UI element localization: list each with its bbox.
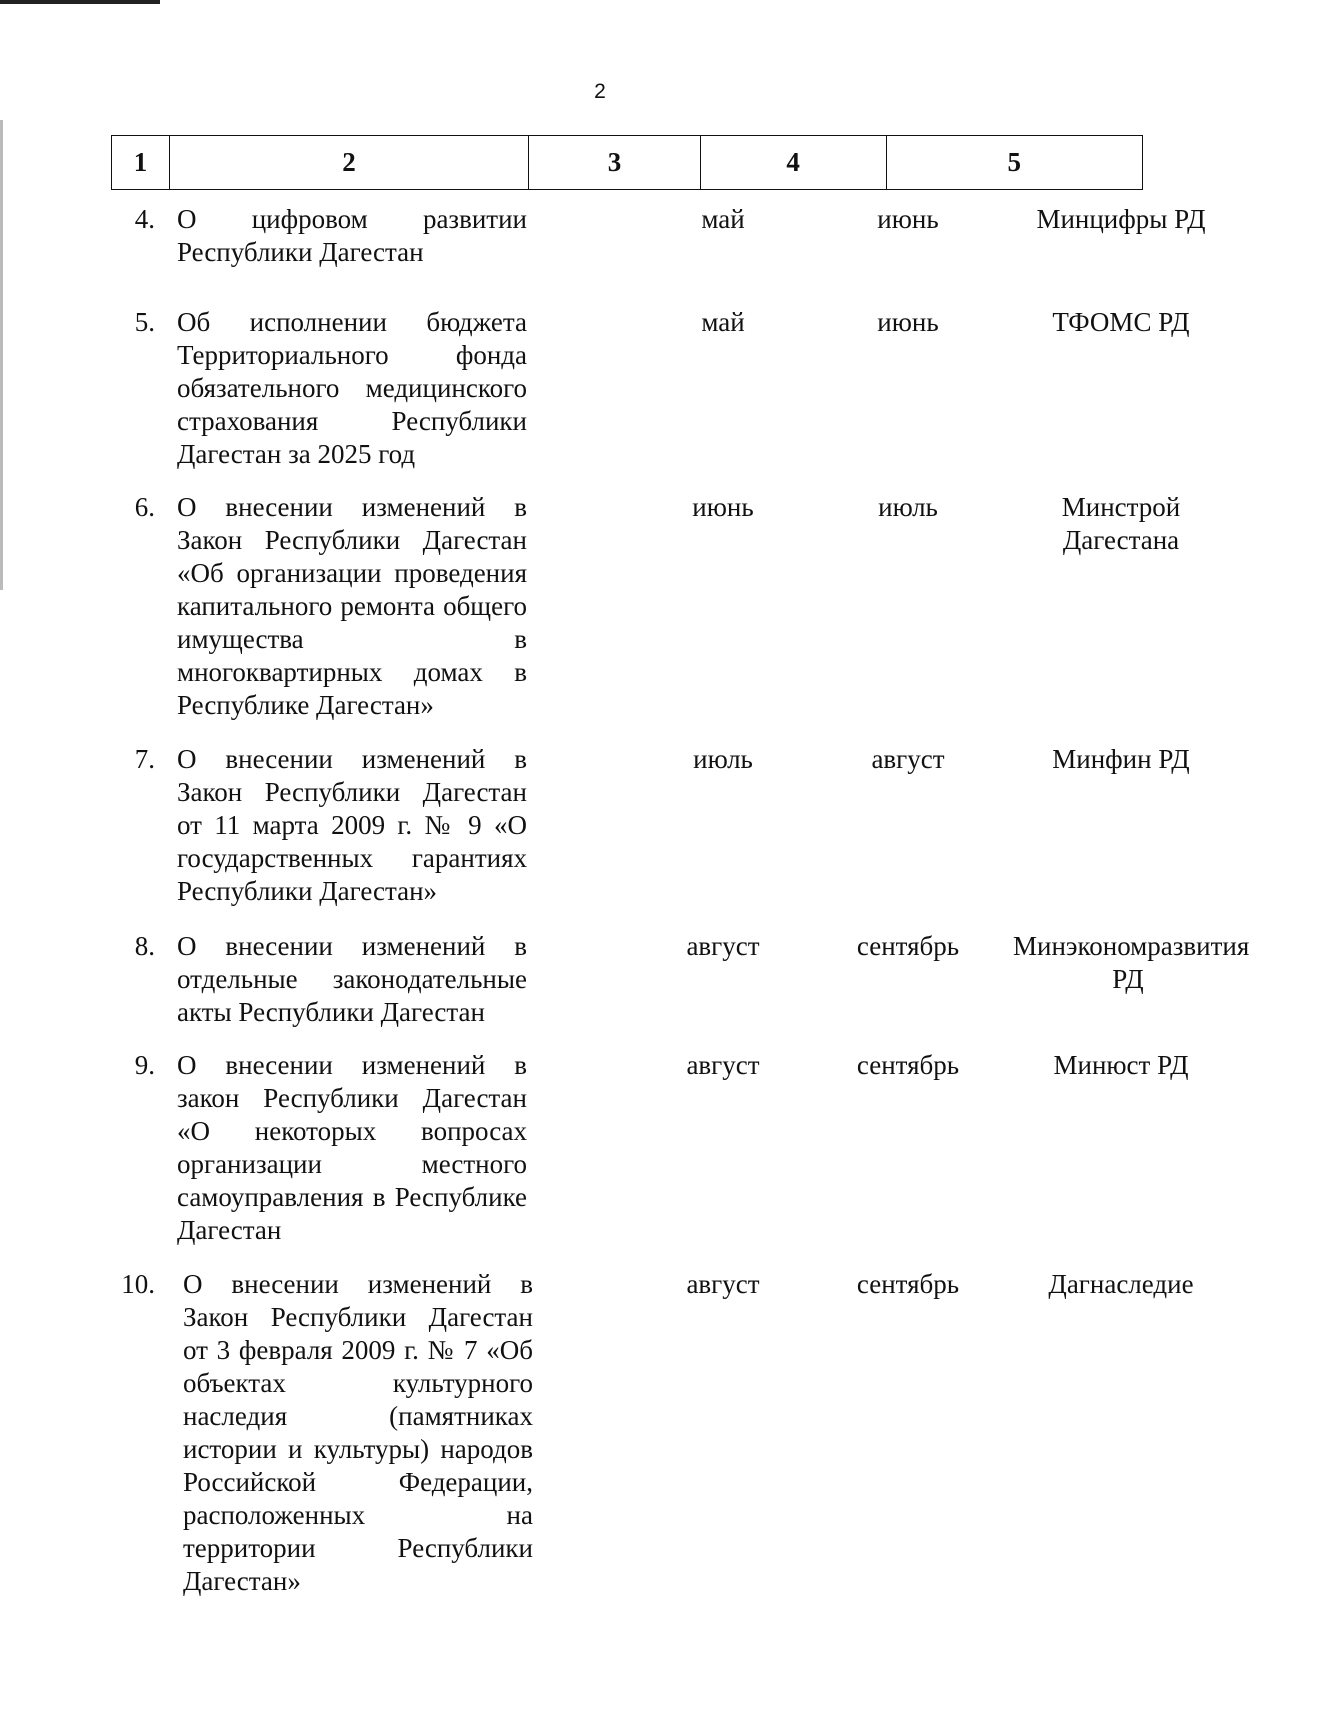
start-month: август	[686, 1050, 760, 1080]
column-header-3: 3	[529, 136, 701, 189]
row-number: 9.	[134, 1050, 155, 1080]
end-month: август	[871, 744, 945, 774]
end-month: сентябрь	[856, 1269, 960, 1299]
start-month: август	[686, 1269, 760, 1299]
responsible-body: ТФОМС РД	[1052, 307, 1190, 337]
end-month: июль	[878, 492, 938, 522]
end-month: сентябрь	[856, 931, 960, 961]
responsible-body: Минэкономразвития РД	[1013, 931, 1250, 994]
scan-edge-mark	[0, 0, 160, 4]
responsible-body: Минстрой Дагестана	[1061, 492, 1181, 555]
column-header-5: 5	[1007, 147, 1021, 177]
start-month: август	[686, 931, 760, 961]
responsible-body: Дагнаследие	[1048, 1269, 1194, 1299]
row-title: О внесении изменений в Закон Республики Дагестан «Об организации проведения капитального ремонта общего имущества в многоквартирных домах в Республике Дагестан»	[177, 492, 527, 720]
row-number: 5.	[134, 307, 155, 337]
start-month: июнь	[692, 492, 754, 522]
row-title: О цифровом развитии Республики Дагестан	[177, 204, 527, 267]
table-header-row	[111, 135, 1143, 190]
column-header-1: 1	[112, 136, 170, 189]
row-number: 7.	[134, 744, 155, 774]
row-number: 4.	[134, 204, 155, 234]
end-month: июнь	[877, 307, 939, 337]
row-title: Об исполнении бюджета Территориального фонда обязательного медицинского страхования Республики Дагестан за 2025 год	[177, 307, 527, 469]
column-header-4: 4	[701, 136, 887, 189]
row-number: 10.	[121, 1269, 155, 1299]
end-month: сентябрь	[856, 1050, 960, 1080]
responsible-body: Минцифры РД	[1036, 204, 1206, 234]
start-month: май	[701, 307, 745, 337]
row-title: О внесении изменений в Закон Республики Дагестан от 3 февраля 2009 г. № 7 «Об объектах культурного наследия (памятниках истории и культуры) народов Российской Федерации, расположенных на территории Республики Дагестан»	[183, 1269, 533, 1596]
page-number: 2	[594, 80, 606, 103]
column-header-2: 2	[170, 136, 529, 189]
row-title: О внесении изменений в закон Республики Дагестан «О некоторых вопросах организации местного самоуправления в Республике Дагестан	[177, 1050, 527, 1245]
scan-edge-shadow	[0, 120, 3, 590]
responsible-body: Минюст РД	[1053, 1050, 1189, 1080]
end-month: июнь	[877, 204, 939, 234]
row-title: О внесении изменений в отдельные законодательные акты Республики Дагестан	[177, 931, 527, 1027]
start-month: июль	[693, 744, 753, 774]
responsible-body: Минфин РД	[1052, 744, 1190, 774]
start-month: май	[701, 204, 745, 234]
row-title: О внесении изменений в Закон Республики Дагестан от 11 марта 2009 г. № 9 «О государственных гарантиях Республики Дагестан»	[177, 744, 527, 906]
row-number: 6.	[134, 492, 155, 522]
row-number: 8.	[134, 931, 155, 961]
